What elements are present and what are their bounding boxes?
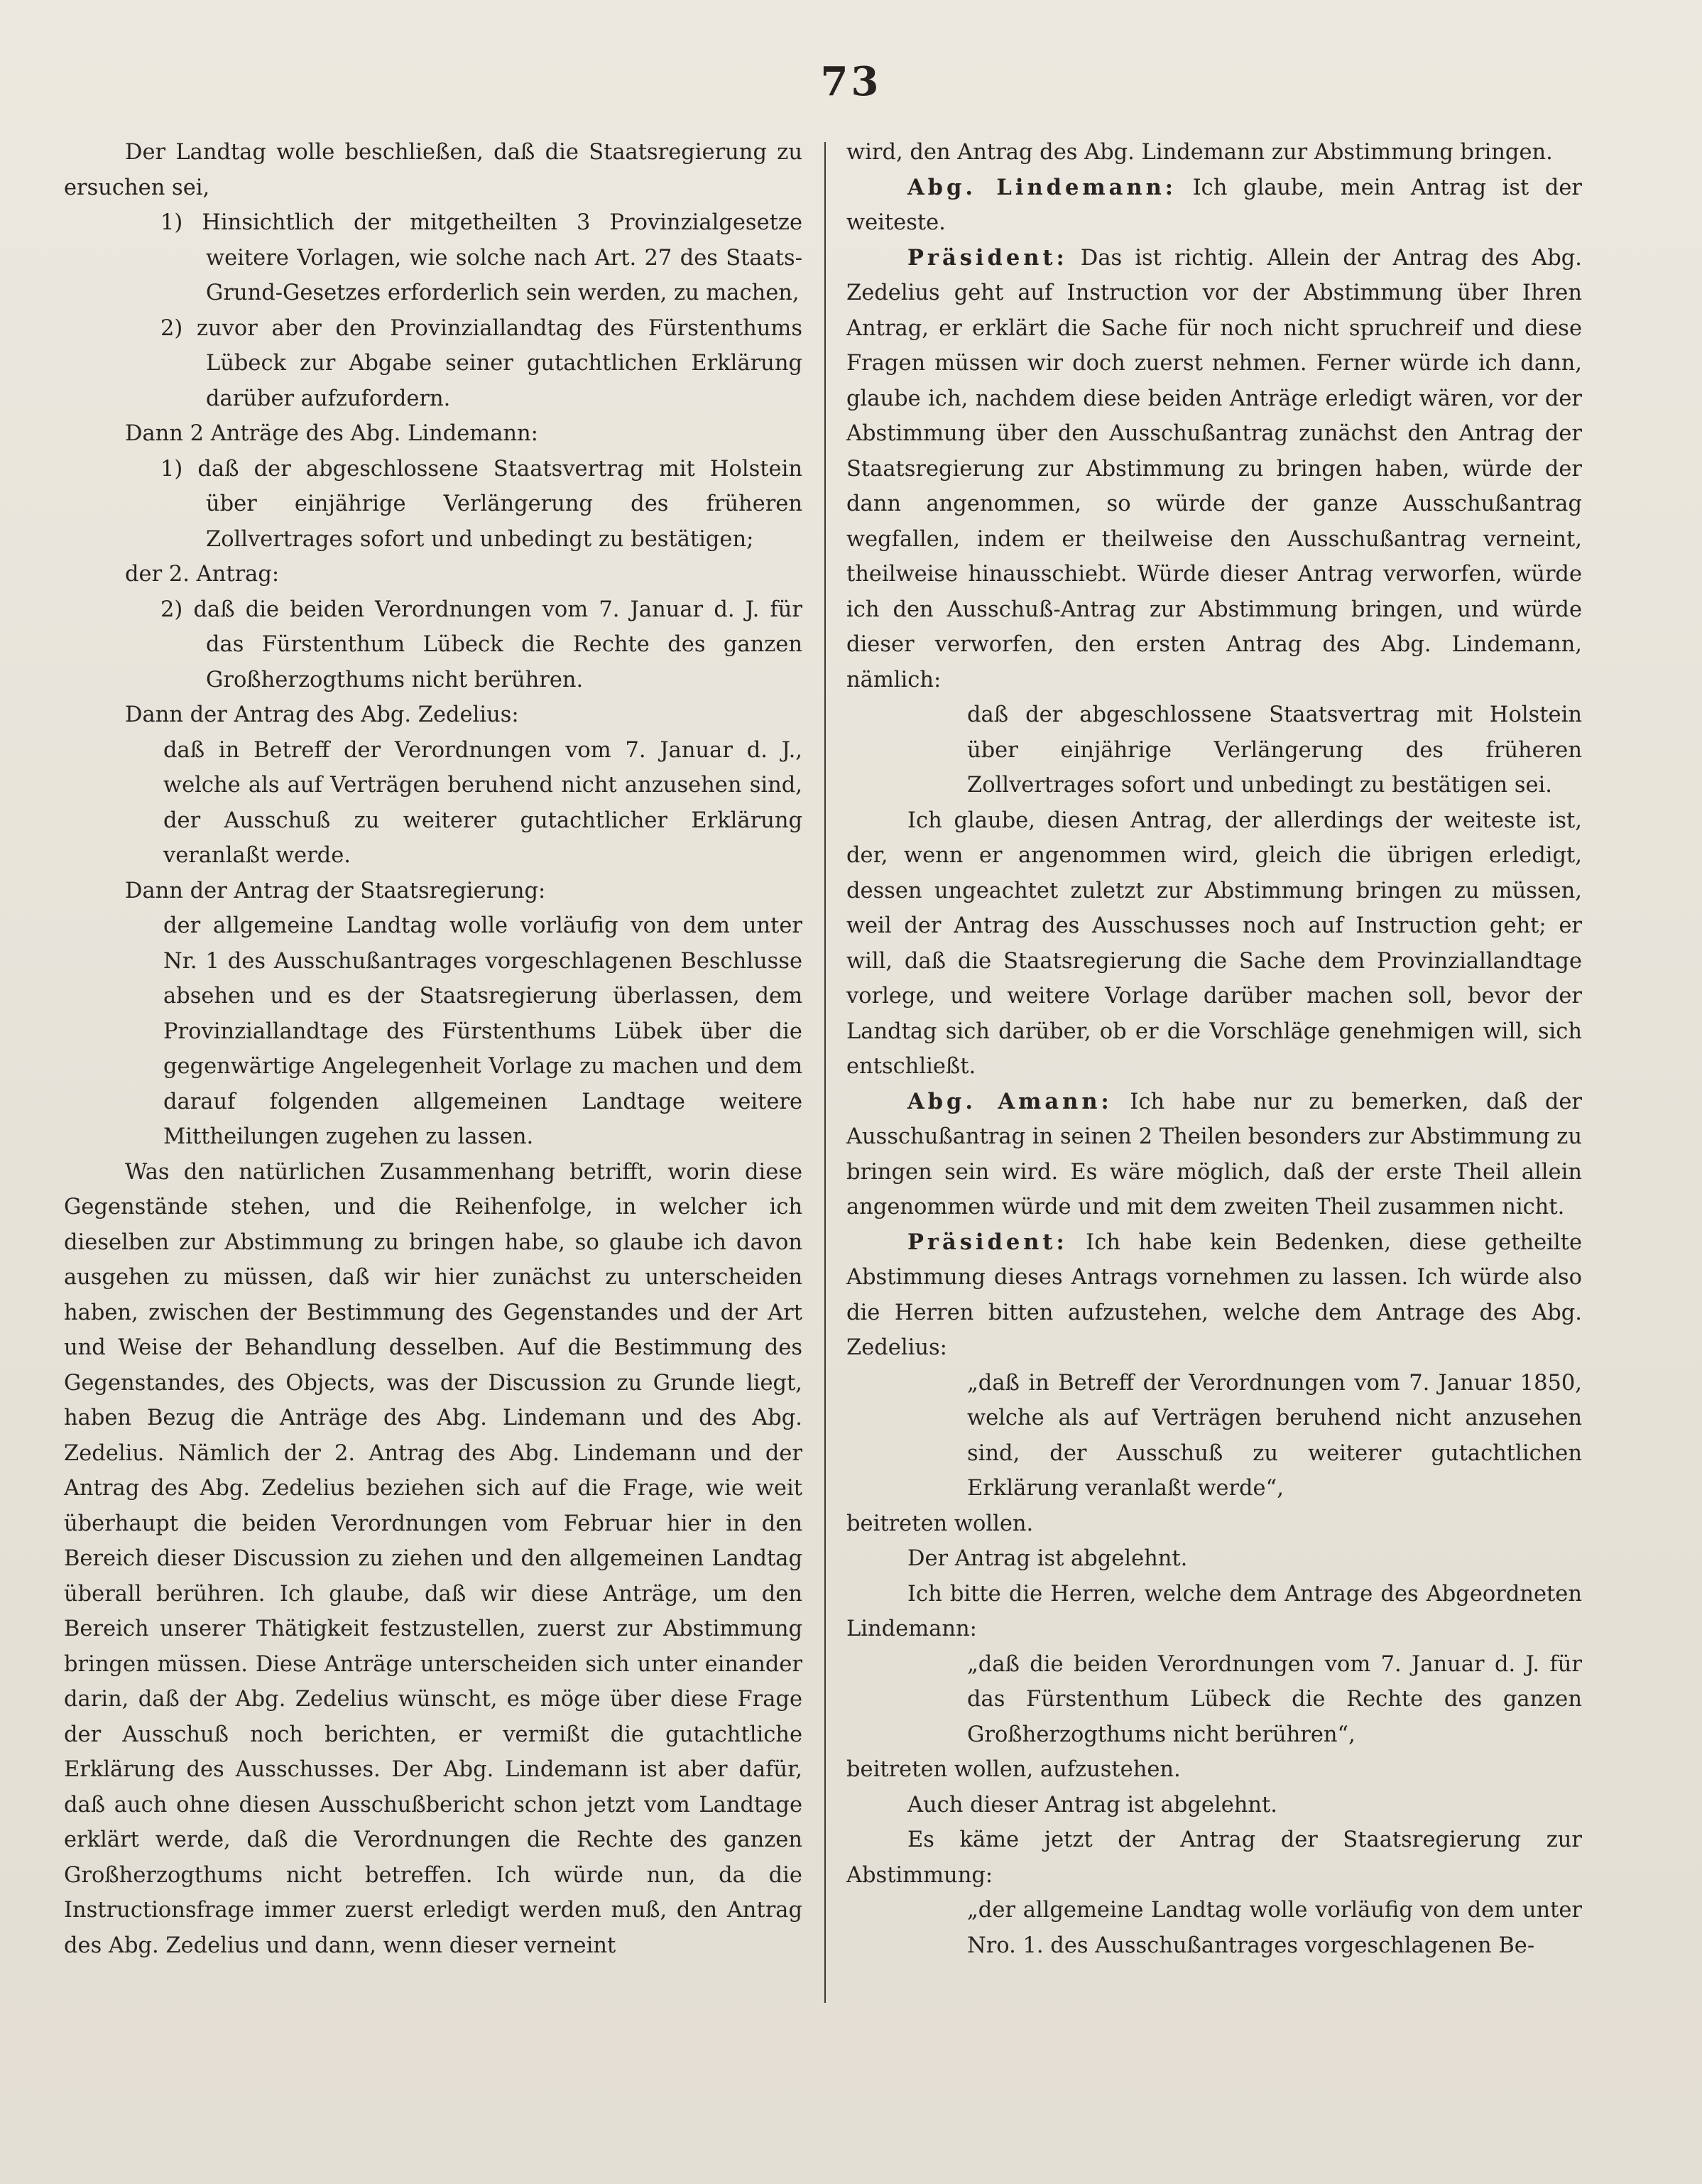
paragraph-text: der 2. Antrag: — [125, 562, 280, 587]
paragraph-text: Dann der Antrag des Abg. Zedelius: — [125, 702, 519, 727]
paragraph — [64, 1155, 802, 1964]
paragraph — [64, 416, 802, 452]
paragraph-text: „daß die beiden Verordnungen vom 7. Januar d. J. für das Fürstenthum Lübeck die Rechte des ganzen Großherzogthums nicht berühren“, — [967, 1651, 1582, 1747]
speaker-name: Abg. Amann: — [907, 1088, 1113, 1114]
paragraph-text: Was den natürlichen Zusammenhang betrifft, worin diese Gegenstände stehen, und die Reihenfolge, in welcher ich dieselben zur Abstimmung zu bringen habe, so glaube ich davon ausgehen zu müssen, daß wir hier zunächst zu unterscheiden haben, zwischen der Bestimmung des Gegenstandes und der Art und Weise der Behandlung desselben. Auf die Bestimmung des Gegenstandes, des Objects, was der Discussion zu Grunde liegt, haben Bezug die Anträge des Abg. Lindemann und des Abg. Zedelius. Nämlich der 2. Antrag des Abg. Lindemann und der Antrag des Abg. Zedelius beziehen sich auf die Frage, wie weit überhaupt die beiden Verordnungen vom Februar hier in den Bereich dieser Discussion zu ziehen und den allgemeinen Landtag überall berühren. Ich glaube, daß wir diese Anträge, um den Bereich unserer Thätigkeit festzustellen, zuerst zur Abstimmung bringen müssen. Diese Anträge unterscheiden sich unter einander darin, daß der Abg. Zedelius wünscht, es möge über diese Frage der Ausschuß noch berichten, er vermißt die gutachtliche Erklärung des Ausschusses. Der Abg. Lindemann ist aber dafür, daß auch ohne diesen Ausschußbericht schon jetzt vom Landtage erklärt werde, daß die Verordnungen die Rechte des ganzen Großherzogthums nicht betreffen. Ich würde nun, da die Instructionsfrage immer zuerst erledigt werden muß, den Antrag des Abg. Zedelius und dann, wenn dieser verneint — [64, 1159, 802, 1958]
speaker-name: Präsident: — [907, 244, 1068, 271]
paragraph-text: 2) zuvor aber den Provinziallandtag des Fürstenthums Lübeck zur Abgabe seiner gutachtlichen Erklärung darüber aufzufordern. — [160, 315, 802, 411]
paragraph — [846, 697, 1582, 803]
page-number: 73 — [820, 58, 882, 105]
paragraph-text: daß der abgeschlossene Staatsvertrag mit Holstein über einjährige Verlängerung des früheren Zollvertrages sofort und unbedingt zu bestätigen sei. — [967, 702, 1582, 798]
paragraph-text: Der Landtag wolle beschließen, daß die Staatsregierung zu ersuchen sei, — [64, 140, 802, 200]
paragraph — [846, 1085, 1582, 1225]
paragraph-text: beitreten wollen, aufzustehen. — [846, 1757, 1181, 1782]
paragraph — [846, 1647, 1582, 1753]
paragraph-text: beitreten wollen. — [846, 1511, 1034, 1536]
paragraph-text: 2) daß die beiden Verordnungen vom 7. Januar d. J. für das Fürstenthum Lübeck die Rechte des ganzen Großherzogthums nicht berühren. — [160, 597, 802, 692]
paragraph-text: Ich habe nur zu bemerken, daß der Ausschußantrag in seinen 2 Theilen besonders zur Abstimmung zu bringen sein wird. Es wäre möglich, daß der erste Theil allein angenommen würde und mit dem zweiten Theil zusammen nicht. — [846, 1089, 1582, 1219]
paragraph — [64, 697, 802, 733]
paragraph-text: Das ist richtig. Allein der Antrag des Abg. Zedelius geht auf Instruction vor der Abstimmung über Ihren Antrag, er erklärt die Sache für noch nicht spruchreif und diese Fragen müssen wir doch zuerst nehmen. Ferner würde ich dann, glaube ich, nachdem diese beiden Anträge erledigt wären, vor der Abstimmung über den Ausschußantrag zunächst den Antrag der Staatsregierung zur Abstimmung zu bringen haben, würde der dann angenommen, so würde der ganze Ausschußantrag wegfallen, indem er theilweise den Ausschußantrag verneint, theilweise hinausschiebt. Würde dieser Antrag verworfen, würde ich den Ausschuß-Antrag zur Abstimmung bringen, und würde dieser verworfen, den ersten Antrag des Abg. Lindemann, nämlich: — [846, 245, 1582, 692]
paragraph-text: Dann der Antrag der Staatsregierung: — [125, 878, 546, 903]
paragraph-text: 1) daß der abgeschlossene Staatsvertrag mit Holstein über einjährige Verlängerung des früheren Zollvertrages sofort und unbedingt zu bestätigen; — [160, 456, 802, 552]
paragraph-text: daß in Betreff der Verordnungen vom 7. Januar d. J., welche als auf Verträgen beruhend nicht anzusehen sind, der Ausschuß zu weiterer gutachtlicher Erklärung veranlaßt werde. — [163, 737, 802, 868]
paragraph — [64, 205, 802, 311]
column-divider — [824, 142, 826, 2003]
paragraph-text: Ich habe kein Bedenken, diese getheilte Abstimmung dieses Antrags vornehmen zu lassen. Ich würde also die Herren bitten aufzustehen, welche dem Antrage des Abg. Zedelius: — [846, 1229, 1582, 1360]
speaker-name: Präsident: — [907, 1229, 1068, 1255]
paragraph — [64, 733, 802, 874]
paragraph — [64, 908, 802, 1155]
paragraph — [846, 1788, 1582, 1823]
paragraph-text: Ich bitte die Herren, welche dem Antrage des Abgeordneten Lindemann: — [846, 1581, 1582, 1641]
paragraph — [64, 311, 802, 417]
right-column — [846, 135, 1582, 1963]
paragraph-text: Der Antrag ist abgelehnt. — [907, 1546, 1188, 1571]
paragraph — [846, 803, 1582, 1085]
paragraph — [846, 1366, 1582, 1506]
paragraph — [846, 1577, 1582, 1647]
paragraph — [64, 874, 802, 909]
paragraph-text: Auch dieser Antrag ist abgelehnt. — [907, 1792, 1277, 1818]
paragraph — [846, 1752, 1582, 1788]
paragraph — [64, 557, 802, 592]
paragraph-text: 1) Hinsichtlich der mitgetheilten 3 Provinzialgesetze weitere Vorlagen, wie solche nach Art. 27 des Staats-Grund-Gesetzes erforderlich sein werden, zu machen, — [160, 210, 802, 305]
paragraph-text: „der allgemeine Landtag wolle vorläufig von dem unter Nro. 1. des Ausschußantrages vorgeschlagenen Be- — [967, 1898, 1582, 1958]
paragraph-text: Es käme jetzt der Antrag der Staatsregierung zur Abstimmung: — [846, 1827, 1582, 1888]
paragraph-text: Ich glaube, mein Antrag ist der weiteste. — [846, 175, 1582, 235]
paragraph — [64, 452, 802, 558]
paragraph — [846, 170, 1582, 241]
paragraph-text: „daß in Betreff der Verordnungen vom 7. Januar 1850, welche als auf Verträgen beruhend nicht anzusehen sind, der Ausschuß zu weiterer gutachtlichen Erklärung veranlaßt werde“, — [967, 1370, 1582, 1501]
paragraph-text: wird, den Antrag des Abg. Lindemann zur Abstimmung bringen. — [846, 140, 1553, 165]
paragraph — [846, 1893, 1582, 1963]
paragraph-text: Dann 2 Anträge des Abg. Lindemann: — [125, 421, 538, 446]
paragraph — [64, 135, 802, 205]
paragraph — [846, 1541, 1582, 1577]
left-column — [64, 135, 802, 1963]
paragraph — [846, 1506, 1582, 1542]
paragraph-text: Ich glaube, diesen Antrag, der allerdings der weiteste ist, der, wenn er angenommen wird, gleich die übrigen erledigt, dessen ungeachtet zuletzt zur Abstimmung bringen zu müssen, weil der Antrag des Ausschusses noch auf Instruction geht; er will, daß die Staatsregierung die Sache dem Provinziallandtage vorlege, und weitere Vorlage darüber machen soll, bevor der Landtag sich darüber, ob er die Vorschläge genehmigen will, sich entschließt. — [846, 808, 1582, 1079]
paragraph-text: der allgemeine Landtag wolle vorläufig von dem unter Nr. 1 des Ausschußantrages vorgeschlagenen Beschlusse absehen und es der Staatsregierung überlassen, dem Provinziallandtage des Fürstenthums Lübek über die gegenwärtige Angelegenheit Vorlage zu machen und dem darauf folgenden allgemeinen Landtage weitere Mittheilungen zugehen zu lassen. — [163, 913, 802, 1149]
paragraph — [846, 241, 1582, 698]
paragraph — [846, 1822, 1582, 1893]
paragraph — [846, 1225, 1582, 1366]
speaker-name: Abg. Lindemann: — [907, 174, 1177, 200]
paragraph — [64, 592, 802, 698]
paragraph — [846, 135, 1582, 170]
